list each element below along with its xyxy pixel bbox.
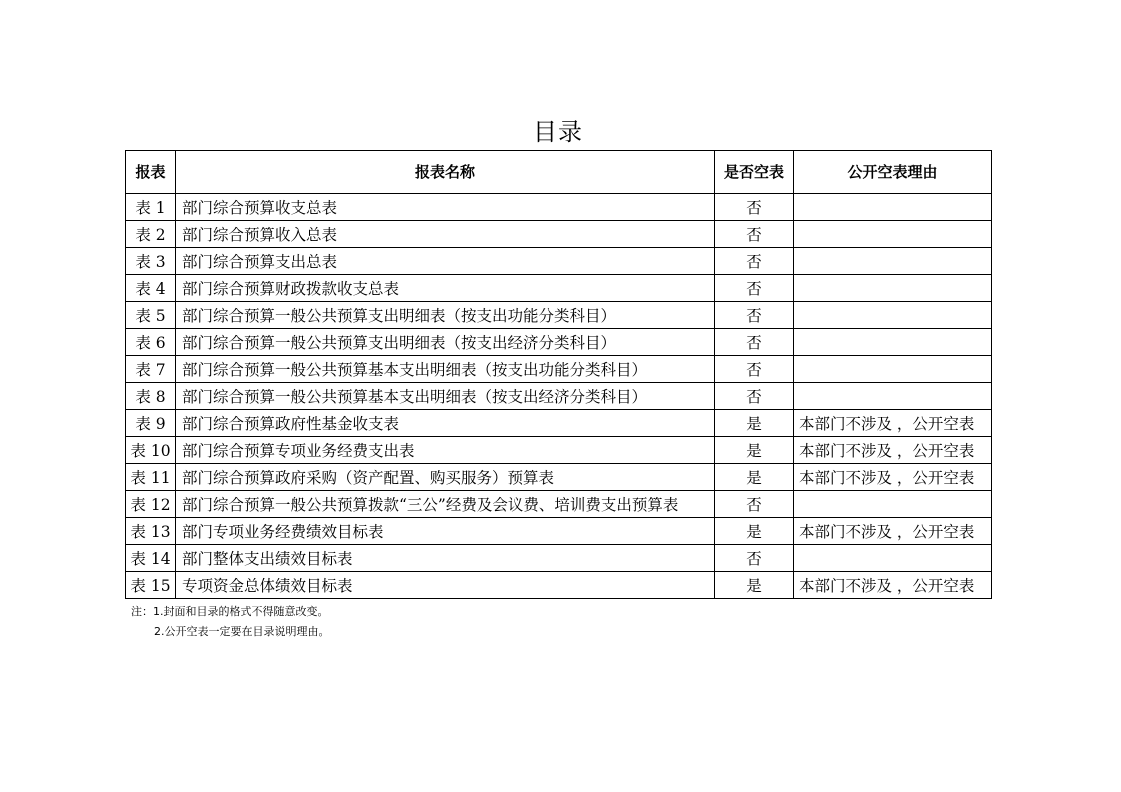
row-is-empty: 否	[715, 491, 794, 518]
table-row	[126, 329, 992, 356]
table-row	[126, 464, 992, 491]
row-table-no: 表 6	[126, 329, 176, 356]
row-table-name: 部门综合预算收入总表	[176, 221, 715, 248]
row-table-name: 部门综合预算一般公共预算支出明细表（按支出功能分类科目）	[176, 302, 715, 329]
row-reason	[794, 383, 992, 410]
row-reason: 本部门不涉及 ，公开空表	[794, 572, 992, 599]
row-reason: 本部门不涉及 ，公开空表	[794, 437, 992, 464]
row-is-empty: 否	[715, 545, 794, 572]
row-reason: 本部门不涉及 ，公开空表	[794, 464, 992, 491]
page-title: 目录	[533, 118, 583, 146]
header-reason: 公开空表理由	[794, 151, 992, 194]
row-table-name: 部门综合预算收支总表	[176, 194, 715, 221]
row-table-name: 部门综合预算一般公共预算基本支出明细表（按支出经济分类科目）	[176, 383, 715, 410]
header-table-no: 报表	[126, 151, 176, 194]
row-table-no: 表 2	[126, 221, 176, 248]
row-table-name: 部门综合预算支出总表	[176, 248, 715, 275]
row-is-empty: 是	[715, 572, 794, 599]
row-is-empty: 是	[715, 518, 794, 545]
row-table-name: 部门专项业务经费绩效目标表	[176, 518, 715, 545]
row-is-empty: 否	[715, 248, 794, 275]
table-row	[126, 572, 992, 599]
table-row	[126, 275, 992, 302]
row-table-no: 表 11	[126, 464, 176, 491]
row-table-no: 表 12	[126, 491, 176, 518]
note-line-1: 注：1.封面和目录的格式不得随意改变。	[131, 605, 329, 618]
row-reason	[794, 302, 992, 329]
row-reason	[794, 329, 992, 356]
row-reason	[794, 545, 992, 572]
row-table-no: 表 3	[126, 248, 176, 275]
table-row	[126, 437, 992, 464]
row-reason: 本部门不涉及 ，公开空表	[794, 518, 992, 545]
row-is-empty: 是	[715, 464, 794, 491]
table-row	[126, 383, 992, 410]
row-table-no: 表 15	[126, 572, 176, 599]
row-is-empty: 否	[715, 221, 794, 248]
row-table-no: 表 1	[126, 194, 176, 221]
row-table-name: 部门综合预算财政拨款收支总表	[176, 275, 715, 302]
table-row	[126, 410, 992, 437]
row-is-empty: 否	[715, 383, 794, 410]
notes	[131, 602, 330, 642]
row-table-name: 部门综合预算一般公共预算支出明细表（按支出经济分类科目）	[176, 329, 715, 356]
row-is-empty: 是	[715, 410, 794, 437]
row-table-name: 部门整体支出绩效目标表	[176, 545, 715, 572]
table-row	[126, 248, 992, 275]
row-is-empty: 否	[715, 356, 794, 383]
row-table-no: 表 14	[126, 545, 176, 572]
row-reason	[794, 221, 992, 248]
row-reason	[794, 248, 992, 275]
row-table-no: 表 4	[126, 275, 176, 302]
note-line-2: 2.公开空表一定要在目录说明理由。	[154, 625, 330, 638]
row-reason: 本部门不涉及 ，公开空表	[794, 410, 992, 437]
table-row	[126, 545, 992, 572]
row-table-name: 部门综合预算政府性基金收支表	[176, 410, 715, 437]
row-table-no: 表 13	[126, 518, 176, 545]
toc-table	[125, 150, 992, 599]
row-is-empty: 否	[715, 275, 794, 302]
row-table-no: 表 9	[126, 410, 176, 437]
row-table-name: 部门综合预算专项业务经费支出表	[176, 437, 715, 464]
table-row	[126, 221, 992, 248]
table-header-row	[126, 151, 992, 194]
row-is-empty: 否	[715, 329, 794, 356]
row-reason	[794, 275, 992, 302]
row-table-name: 部门综合预算政府采购（资产配置、购买服务）预算表	[176, 464, 715, 491]
row-table-name: 专项资金总体绩效目标表	[176, 572, 715, 599]
header-is-empty: 是否空表	[715, 151, 794, 194]
table-row	[126, 491, 992, 518]
row-table-name: 部门综合预算一般公共预算拨款“三公”经费及会议费、培训费支出预算表	[176, 491, 715, 518]
row-is-empty: 是	[715, 437, 794, 464]
table-row	[126, 518, 992, 545]
row-is-empty: 否	[715, 302, 794, 329]
row-table-no: 表 5	[126, 302, 176, 329]
row-reason	[794, 491, 992, 518]
header-table-name: 报表名称	[176, 151, 715, 194]
row-reason	[794, 194, 992, 221]
row-table-name: 部门综合预算一般公共预算基本支出明细表（按支出功能分类科目）	[176, 356, 715, 383]
table-row	[126, 356, 992, 383]
row-table-no: 表 7	[126, 356, 176, 383]
table-body	[126, 194, 992, 599]
table-row	[126, 302, 992, 329]
row-is-empty: 否	[715, 194, 794, 221]
table-row	[126, 194, 992, 221]
row-table-no: 表 8	[126, 383, 176, 410]
row-table-no: 表 10	[126, 437, 176, 464]
row-reason	[794, 356, 992, 383]
